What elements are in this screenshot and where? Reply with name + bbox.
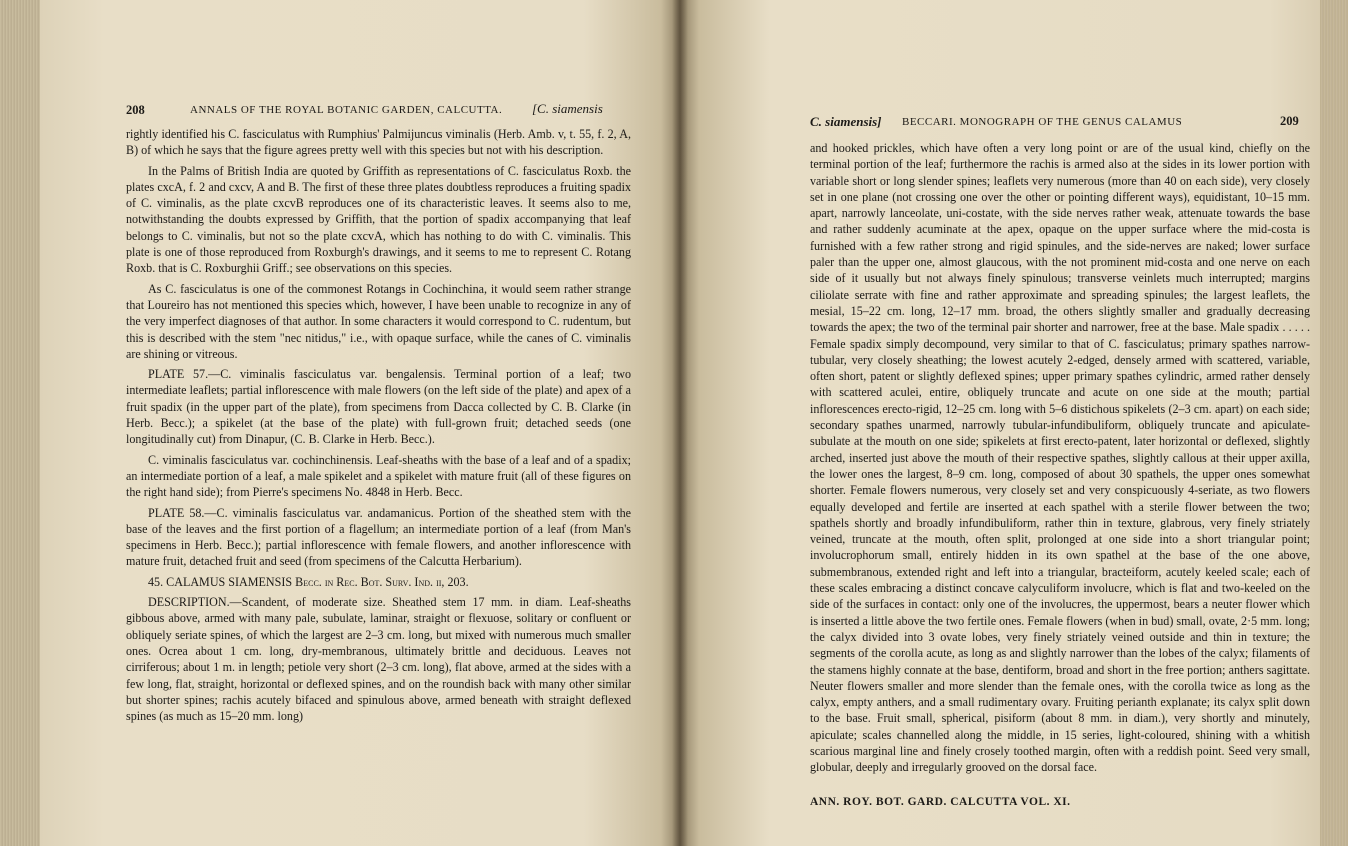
paragraph: As C. fasciculatus is one of the commonest Rotangs in Cochinchina, it would seem rather strange that Loureiro has not mentioned this species which, however, I have been unable to recognize in any of the very imperfect diagnoses of that author. In some characters it would correspond to C. rudentum, but this is described with the stem "nec nitidus," i.e., with opaque surface, while the canes of C. viminalis are shining or vitreous. bbox=[126, 281, 631, 361]
paragraph: PLATE 58.—C. viminalis fasciculatus var. andamanicus. Portion of the sheathed stem with the base of the leaves and the first portion of a flagellum; an intermediate portion of a leaf (from Man's specimens in Herb. Becc.); partial inflorescence with female flowers, and another inflorescence with mature fruit, detached fruit and seed (from specimens of the Calcutta Herbarium). bbox=[126, 505, 631, 569]
page-number-left: 208 bbox=[126, 103, 145, 117]
running-head-species-right: C. siamensis] bbox=[810, 114, 882, 129]
page-number-right: 209 bbox=[1280, 114, 1299, 128]
right-text-column bbox=[810, 140, 1310, 780]
paragraph: In the Palms of British India are quoted by Griffith as representations of C. fasciculatus Roxb. the plates cxcA, f. 2 and cxcv, A and B. The first of these three plates doubtless reproduces a fruiting spadix of C. viminalis, as the plate cxcvB reproduces one of its characteristic leaves. It seems also to me, notwithstanding the doubts expressed by Griffith, that the portion of spadix accompanying that leaf belongs to C. viminalis, but not so the plate cxcvA, which has nothing to do with C. viminalis. This plate is one of those reproduced from Roxburgh's drawings, and it seems to me to represent C. Rotang Roxb. that is C. Roxburghii Griff.; see observations on this species. bbox=[126, 163, 631, 276]
paragraph: DESCRIPTION.—Scandent, of moderate size. Sheathed stem 17 mm. in diam. Leaf-sheaths gibbous above, armed with many pale, subulate, laminar, straight or flexuose, solitary or confluent or obliquely seriate spines, of which the largest are 2–3 cm. long, but mixed with numerous much smaller ones. Ocrea about 1 cm. long, dry-membranous, ultimately brittle and deciduous. Leaves not cirriferous; about 1 m. in length; petiole very short (2–3 cm. long), flat above, armed at the sides with a few long, flat, straight, horizontal or deflexed spines, and on the roundish back with many other similar but shorter spines; rachis acutely bifaced and spinulous above, armed beneath with straight deflexed spines (as much as 15–20 mm. long) bbox=[126, 595, 631, 724]
left-text-column bbox=[126, 126, 631, 728]
running-head-species-left: [C. siamensis bbox=[532, 101, 603, 116]
page-stack-left bbox=[0, 0, 40, 846]
running-head-right: BECCARI. MONOGRAPH OF THE GENUS CALAMUS bbox=[902, 116, 1183, 128]
book-gutter bbox=[672, 0, 688, 846]
paragraph: C. viminalis fasciculatus var. cochinchinensis. Leaf-sheaths with the base of a leaf and of a spadix; an intermediate portion of a leaf, a male spikelet and a spikelet with mature fruit (all of these figures on the right hand side); from Pierre's specimens No. 4848 in Herb. Becc. bbox=[126, 452, 631, 500]
plate-footer: ANN. ROY. BOT. GARD. CALCUTTA VOL. XI. bbox=[810, 796, 1071, 808]
page-stack-right bbox=[1320, 0, 1348, 846]
paragraph: PLATE 57.—C. viminalis fasciculatus var. bengalensis. Terminal portion of a leaf; two intermediate leaflets; partial inflorescence with male flowers (on the left side of the plate) and apex of a fruit spadix (in the upper part of the plate), from specimens from Dacca collected by C. B. Clarke (in Herb. Becc.); a spikelet (at the base of the plate) with full-grown fruit; detached seeds (one longitudinally cut) from Dinapur, (C. B. Clarke in Herb. Becc.). bbox=[126, 367, 631, 447]
left-page bbox=[40, 0, 680, 846]
species-heading: 45. CALAMUS SIAMENSIS Becc. in Rec. Bot. Surv. Ind. ii, 203. bbox=[148, 574, 469, 589]
right-page bbox=[680, 0, 1320, 846]
paragraph: rightly identified his C. fasciculatus with Rumphius' Palmijuncus viminalis (Herb. Amb. v, t. 55, f. 2, A, B) of which he says that the figure agrees pretty well with this species but not with his description. bbox=[126, 127, 631, 158]
paragraph: and hooked prickles, which have often a very long point or are of the usual kind, chiefly on the terminal portion of the leaf; furthermore the rachis is armed also at the sides in its lower portion with variable short or long slender spines; leaflets very numerous (more than 40 on each side), very closely set in one plane (not crossing one over the other or pointing different ways), equidistant, 10–15 mm. apart, narrowly lanceolate, uni-costate, with the side nerves rather weak, attenuate towards the base and rather suddenly acuminate at the apex, opaque on the upper surface where the mid-costa is furnished with a few rather strong and rigid spinules, and the side-nerves are naked; lower surface paler than the upper one, almost glaucous, with the not prominent mid-costa and one nerve on each side of it usually but not always finely spinulous; transverse veinlets much interrupted; margins ciliolate serrate with fine and rather approximate and spreading spinules; the largest leaflets, the mesial, 15–22 cm. long, 12–17 mm. broad, the others slightly smaller and gradually decreasing towards the apex; the two of the terminal pair shorter and narrower, free at the base. Male spadix . . . . . Female spadix simply decompound, very similar to that of C. fasciculatus; primary spathes narrow-tubular, very closely sheathing; the lowest acutely 2-edged, densely armed with scattered, variable, often short, patent or slightly deflexed spines; upper primary spathes cylindric, armed rather densely with scattered aculei, entire, obliquely truncate and acute on one side at the mouth; partial inflorescences erecto-rigid, 12–25 cm. long with 5–6 distichous spikelets (2–3 cm. apart) on each side; secondary spathes unarmed, narrowly tubular-infundibuliform, obliquely truncate and apiculate-subulate at the mouth on one side; spikelets at first erecto-patent, later horizontal or deflexed, slightly arched, inserted just above the mouth of their respective spathes, slightly callous at their upper axilla, the lower ones the largest, 8–9 cm. long, composed of about 30 spathels, the upper ones somewhat shorter. Female flowers numerous, very closely set and very conspicuously 4-seriate, as two flowers equally developed and fertile are inserted at each spathel with a sterile flower between the two; spathels shortly and broadly infundibuliform, rather thin in texture, glabrous, very finely striately veined, truncate at the mouth, often split, prolonged at one side into a short triangular point; involucrophorum small, entirely hidden in its own spathel at the base of the one above, submembranous, extended right and left into a triangular, bracteiform, acutely keeled scale; each of these scales embracing a distinct concave calyculiform involucre, which is flat and two-keeled on the side of the surfaces in contact: only one of the involucres, the uppermost, bears a neuter flower which is inserted a little above the two fertile ones. Female flowers (when in bud) small, ovate, 2·5 mm. long; the calyx divided into 3 ovate lobes, very finely striately veined outside and thin in texture; the segments of the corolla acute, as long as and slightly narrower than the lobes of the calyx; filaments of the stamens highly connate at the base, dentiform, broad and short in the free portion; anthers sagittate. Neuter flowers smaller and more slender than the female ones, with the corolla twice as long as the calyx, empty anthers, and a small rudimentary ovary. Fruiting perianth explanate; its calyx split down to the base. Fruit small, spherical, pisiform (about 8 mm. in diam.), very shortly and minutely, apiculate; scales channelled along the middle, in 15 series, light-coloured, shining with a whitish scarious marginal line and finely crosely toothed margin, often with a reddish point. Seed very small, globular, deeply and irregularly grooved on the dorsal face. bbox=[810, 141, 1310, 775]
running-head-left: ANNALS OF THE ROYAL BOTANIC GARDEN, CALCUTTA. bbox=[190, 104, 503, 116]
